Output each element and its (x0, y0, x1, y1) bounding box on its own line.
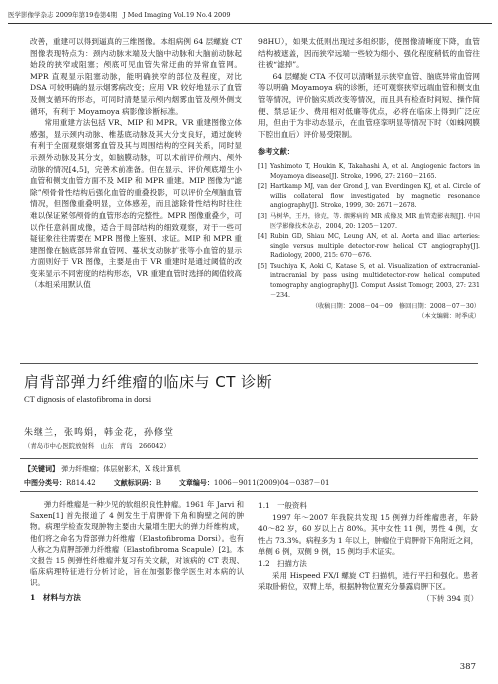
article-number: 文章编号：1006－9011(2009)04－0387－01 (178, 478, 330, 487)
left-column-prev-article (30, 36, 242, 291)
reference-number: [1] (258, 162, 267, 170)
classification-line (24, 478, 329, 488)
reference-text: Tsuchiya K, Aoki C, Katase S, et al. Visualization of extracranial-intracranial by pass using multidetector-row helical computed tomography angiography[J]. Comput Assist Tomogr, 2003, 27: 231－234. (270, 262, 480, 299)
page-number: 387 (459, 662, 476, 672)
reference-item (258, 212, 480, 231)
left-column-new-article (30, 499, 244, 604)
continued-note: （下转 394 页） (422, 593, 478, 603)
reference-number: [2] (258, 183, 267, 191)
keywords-line (24, 464, 180, 474)
reference-text: Yashimoto T, Houkin K, Takahashi A, et al. Angiogenic factors in Moyamoya disease[J]. Stroke, 1996, 27: 2160－2165. (270, 162, 480, 180)
article-title-en: CT dignosis of elastofibroma in dorsi (24, 394, 152, 404)
keywords-label: 【关键词】 (24, 464, 59, 473)
paragraph: 98HU），如果太低则出现过多组织影，使图像清晰度下降，血管结构被遮盖，因而狭窄远端一些较为细小、强化程度稍低的血管往往被“滤掉”。 (258, 37, 480, 70)
section-heading: 1 材料与方法 (30, 592, 81, 602)
document-code: 文献标识码：B (113, 478, 161, 487)
reference-item (258, 162, 480, 181)
reference-list (258, 162, 480, 300)
subsection-heading: 1.2 扫描方法 (258, 559, 307, 569)
reference-text: 马树华，王丹，徐克，等. 烟雾病的 MR 成像及 MR 血管造影表现[J]. 中国医学影像技术杂志，2004, 20: 1205－1207. (270, 212, 480, 230)
references-title: 参考文献： (258, 147, 294, 157)
reference-item (258, 182, 480, 211)
paragraph: 64 层螺旋 CTA 不仅可以清晰显示狭窄血管、脑底异常血管网等以明确 Moyamoya 病的诊断，还可观察狭窄远端血管和侧支血管等情况，评价脑实质改变等情况，而且具有检查时间短、操作简便、禁忌证少、费用相对低廉等优点，必将在临床上得到广泛应用，但由于为非动态显示，在血管痉挛明显等情况下时（如蛛网膜下腔出血后）评价易受限制。 (258, 71, 480, 139)
affiliation: （青岛市中心医院放射科 山东 青岛 266042） (24, 442, 170, 450)
journal-name-en: J Med Imaging Vol.19 No.4 2009 (123, 11, 231, 19)
paragraph: 改善，重建可以得到逼真的三维图像。本组病例 64 层螺旋 CT 图像表现特点为：颈内动脉末端及大脑中动脉和大脑前动脉起始段的狭窄或阻塞；颅底可见血管失常迂曲的异常血管网。MPR 直观显示阻塞动脉，能明确狭窄的部位及程度，对比 DSA 可较明确的显示烟雾病改变；应用 VR 较好地显示了血管及侧支循环的形态，可同时清楚显示颅内烟雾血管及颅外侧支循环，有利于 Moyamoya 病影像诊断标准。 (30, 37, 242, 116)
reference-number: [4] (258, 233, 267, 241)
intro-paragraph: 弹力纤维瘤是一种少见的软组织良性肿瘤。1961 年 Jarvi 和 Saxen[1] 首先报道了 4 例发生于肩胛骨下角和胸壁之间的肿物。病理学检查发现肿物主要由大量增生肥大的弹力纤维构成，他们将之命名为背部弹力纤维瘤（Elastofibroma Dorsi）。也有人称之为肩胛部弹力纤维瘤（Elastofibroma Scapule）[2]。本文报告 15 例弹性纤维瘤并复习有关文献，对该病的 CT 表现、临床病理特征进行分析讨论，旨在加强影像学医生对本病的认识。 (30, 500, 244, 588)
article-title-cn: 肩背部弹力纤维瘤的临床与 CT 诊断 (24, 373, 273, 391)
running-header (8, 6, 492, 24)
reference-text: Hartkamp MJ, van der Grond J, van Everdingen KJ, et al. Circle of willis collateral flow investigated by magnetic resonance angiography[J]. Stroke, 1999, 30: 2671－2678. (270, 183, 480, 210)
editor-note: （本文编辑：时季成） (418, 312, 480, 320)
authors: 朱继兰，张鸣娟，韩金花，孙修堂 (24, 428, 175, 438)
received-date: （收稿日期：2008－04－09 修回日期：2008－07－30） (311, 303, 480, 311)
article-divider (20, 363, 478, 364)
reference-text: Rubin GD, Shiau MC, Leung AN, et al. Aorta and iliac arteries: single versus multiple detector-row helical CT angiography[J]. Radiology, 2000, 215: 670－676. (270, 233, 480, 260)
reference-item (258, 262, 480, 300)
subsection-heading: 1.1 一般资料 (258, 501, 307, 510)
right-column-new-article (258, 499, 478, 604)
reference-item (258, 232, 480, 261)
keywords: 弹力纤维瘤；体层射影术，X 线计算机 (61, 465, 181, 473)
reference-number: [5] (258, 262, 267, 270)
right-column-prev-article (258, 36, 480, 321)
paragraph: 1997 年～2007 年我院共发现 15 例弹力纤维瘤患者，年龄 40～82 岁，60 岁以上占 80%。其中女性 11 例，男性 4 例，女性占 73.3%。病程多为 1 年以上，肿瘤位于肩胛骨下角附近之间，单侧 6 例，双侧 9 例，15 例均手术证实。 (258, 513, 478, 556)
journal-name-cn: 医学影像学杂志 2009年第19卷第4期 (8, 11, 118, 19)
paragraph: 常用重建方法包括 VR、MIP 和 MPR。VR 重建图像立体感强，显示颈内动脉、椎基底动脉及其大分支良好，通过旋转有利于全面观察烟雾血管及其与周围结构的空间关系，同时显示颈外动脉及其分支，如脑膜动脉，可以术前评价颅内、颅外动脉的情况[4,5]，完善术前准备。但在显示、评价颅底增生小血管和侧支血管方面不及 MIP 和 MPR 重建。MIP 图像为“滤除”颅骨骨性结构后强化血管的重叠投影，可以评价全颅脑血管情况，但图像重叠明显，立体感差，而且滤除骨性结构时往往难以保证紧邻颅骨的血管形态的完整性。MPR 图像重叠少，可以作任意斜面成像，适合于局部结构的细致观察，对于一些可疑征象往往需要在 MPR 图像上鉴别、求证。MIP 和 MPR 重建图像在脑底部异常血管网、蔓状支动脉扩张等小血管的显示方面则好于 VR 图像，主要是由于 VR 重建时是通过阈值的改变来显示不同密度的结构形态，VR 重建血管时选择的阈值较高（本组采用默认值 (30, 118, 242, 290)
reference-number: [3] (258, 212, 267, 220)
class-number: 中图分类号：R814.42 (24, 478, 96, 487)
paragraph: 采用 Hispeed FX/I 螺旋 CT 扫描机，进行平扫和强化。患者采取卧俯位，双臂上举，根据肿物位置充分暴露肩胛下区。 (258, 571, 478, 592)
